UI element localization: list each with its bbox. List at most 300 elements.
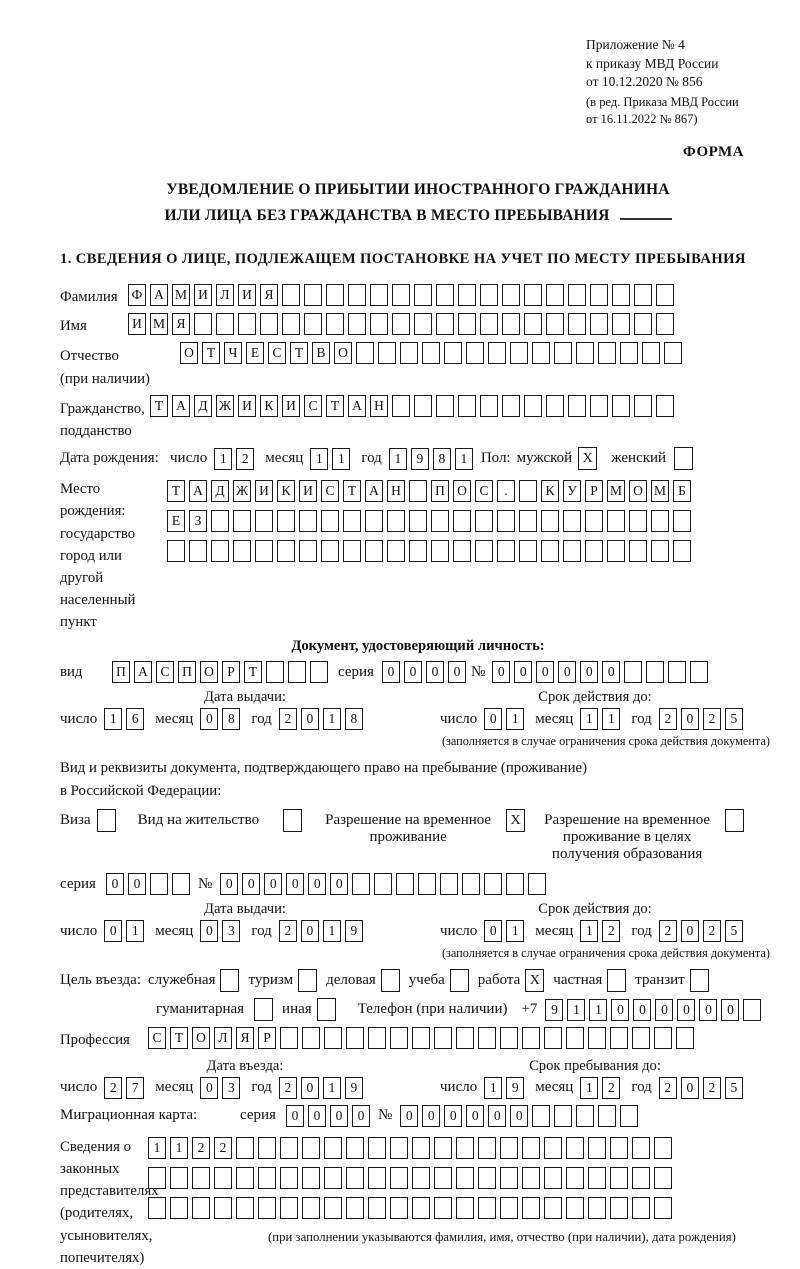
char-cell[interactable]: 0 xyxy=(330,1105,348,1127)
char-cell[interactable] xyxy=(299,540,317,562)
char-cell[interactable]: 0 xyxy=(633,999,651,1021)
char-cell[interactable]: 0 xyxy=(104,920,122,942)
char-cell[interactable]: 9 xyxy=(545,999,563,1021)
char-cell[interactable]: 9 xyxy=(506,1077,524,1099)
char-cell[interactable] xyxy=(170,1197,188,1219)
char-cell[interactable] xyxy=(585,510,603,532)
char-cell[interactable] xyxy=(456,1167,474,1189)
char-cell[interactable]: 0 xyxy=(426,661,444,683)
char-cell[interactable]: О xyxy=(200,661,218,683)
char-cell[interactable]: 5 xyxy=(725,920,743,942)
char-cell[interactable]: 0 xyxy=(264,873,282,895)
visa-checkbox[interactable] xyxy=(97,809,116,832)
char-cell[interactable]: С xyxy=(148,1027,166,1049)
char-cell[interactable] xyxy=(590,313,608,335)
char-cell[interactable] xyxy=(409,540,427,562)
char-cell[interactable]: 0 xyxy=(242,873,260,895)
char-cell[interactable] xyxy=(522,1137,540,1159)
char-cell[interactable] xyxy=(456,1197,474,1219)
char-cell[interactable]: 1 xyxy=(323,708,341,730)
char-cell[interactable] xyxy=(656,313,674,335)
char-cell[interactable] xyxy=(532,342,550,364)
char-cell[interactable]: У xyxy=(563,480,581,502)
char-cell[interactable] xyxy=(478,1027,496,1049)
char-cell[interactable]: 0 xyxy=(699,999,717,1021)
char-cell[interactable]: 0 xyxy=(128,873,146,895)
char-cell[interactable]: О xyxy=(192,1027,210,1049)
char-cell[interactable]: В xyxy=(312,342,330,364)
char-cell[interactable] xyxy=(488,342,506,364)
char-cell[interactable]: Е xyxy=(246,342,264,364)
char-cell[interactable] xyxy=(541,510,559,532)
char-cell[interactable] xyxy=(478,1167,496,1189)
char-cell[interactable]: С xyxy=(268,342,286,364)
char-cell[interactable]: Д xyxy=(194,395,212,417)
char-cell[interactable]: 1 xyxy=(567,999,585,1021)
char-cell[interactable]: 0 xyxy=(466,1105,484,1127)
char-cell[interactable]: 0 xyxy=(286,873,304,895)
char-cell[interactable]: 1 xyxy=(323,920,341,942)
char-cell[interactable] xyxy=(258,1197,276,1219)
char-cell[interactable] xyxy=(189,540,207,562)
char-cell[interactable] xyxy=(280,1197,298,1219)
char-cell[interactable]: С xyxy=(321,480,339,502)
char-cell[interactable] xyxy=(541,540,559,562)
char-cell[interactable] xyxy=(500,1167,518,1189)
char-cell[interactable] xyxy=(233,510,251,532)
char-cell[interactable] xyxy=(374,873,392,895)
char-cell[interactable]: 0 xyxy=(484,708,502,730)
char-cell[interactable] xyxy=(150,873,168,895)
char-cell[interactable]: Т xyxy=(150,395,168,417)
char-cell[interactable] xyxy=(211,540,229,562)
char-cell[interactable] xyxy=(277,540,295,562)
char-cell[interactable] xyxy=(532,1105,550,1127)
char-cell[interactable]: 1 xyxy=(506,708,524,730)
char-cell[interactable] xyxy=(610,1197,628,1219)
char-cell[interactable] xyxy=(598,1105,616,1127)
char-cell[interactable]: 0 xyxy=(200,1077,218,1099)
char-cell[interactable] xyxy=(563,510,581,532)
char-cell[interactable]: 0 xyxy=(286,1105,304,1127)
char-cell[interactable]: 0 xyxy=(308,1105,326,1127)
char-cell[interactable] xyxy=(462,873,480,895)
char-cell[interactable] xyxy=(434,1167,452,1189)
char-cell[interactable] xyxy=(632,1027,650,1049)
char-cell[interactable] xyxy=(480,284,498,306)
char-cell[interactable] xyxy=(502,284,520,306)
char-cell[interactable]: 2 xyxy=(279,920,297,942)
char-cell[interactable]: 1 xyxy=(580,920,598,942)
char-cell[interactable] xyxy=(282,313,300,335)
temp-residence-education-checkbox[interactable] xyxy=(725,809,744,832)
char-cell[interactable] xyxy=(343,540,361,562)
char-cell[interactable]: Т xyxy=(343,480,361,502)
char-cell[interactable] xyxy=(280,1137,298,1159)
char-cell[interactable] xyxy=(412,1167,430,1189)
char-cell[interactable] xyxy=(646,661,664,683)
char-cell[interactable]: 0 xyxy=(681,1077,699,1099)
char-cell[interactable] xyxy=(170,1167,188,1189)
temp-residence-checkbox[interactable]: X xyxy=(506,809,525,832)
char-cell[interactable] xyxy=(412,1027,430,1049)
char-cell[interactable] xyxy=(528,873,546,895)
char-cell[interactable] xyxy=(324,1167,342,1189)
char-cell[interactable] xyxy=(654,1197,672,1219)
char-cell[interactable] xyxy=(167,540,185,562)
char-cell[interactable] xyxy=(233,540,251,562)
char-cell[interactable]: А xyxy=(150,284,168,306)
char-cell[interactable]: 0 xyxy=(400,1105,418,1127)
char-cell[interactable] xyxy=(236,1137,254,1159)
char-cell[interactable] xyxy=(346,1167,364,1189)
char-cell[interactable] xyxy=(497,540,515,562)
char-cell[interactable] xyxy=(466,342,484,364)
char-cell[interactable]: 9 xyxy=(345,920,363,942)
purpose-other-checkbox[interactable] xyxy=(317,998,336,1021)
char-cell[interactable]: И xyxy=(194,284,212,306)
char-cell[interactable] xyxy=(502,313,520,335)
char-cell[interactable]: С xyxy=(304,395,322,417)
char-cell[interactable] xyxy=(400,342,418,364)
char-cell[interactable]: Ж xyxy=(216,395,234,417)
purpose-transit-checkbox[interactable] xyxy=(690,969,709,992)
char-cell[interactable]: 1 xyxy=(455,448,473,470)
char-cell[interactable]: 0 xyxy=(106,873,124,895)
char-cell[interactable]: К xyxy=(277,480,295,502)
char-cell[interactable] xyxy=(588,1027,606,1049)
char-cell[interactable] xyxy=(654,1167,672,1189)
char-cell[interactable]: Д xyxy=(211,480,229,502)
char-cell[interactable] xyxy=(585,540,603,562)
char-cell[interactable] xyxy=(642,342,660,364)
char-cell[interactable] xyxy=(172,873,190,895)
char-cell[interactable]: 9 xyxy=(411,448,429,470)
purpose-work-checkbox[interactable]: X xyxy=(525,969,544,992)
char-cell[interactable] xyxy=(590,284,608,306)
char-cell[interactable] xyxy=(299,510,317,532)
char-cell[interactable] xyxy=(524,313,542,335)
char-cell[interactable]: 1 xyxy=(323,1077,341,1099)
char-cell[interactable]: Р xyxy=(585,480,603,502)
char-cell[interactable]: И xyxy=(128,313,146,335)
char-cell[interactable] xyxy=(409,480,427,502)
char-cell[interactable] xyxy=(387,540,405,562)
char-cell[interactable]: И xyxy=(255,480,273,502)
char-cell[interactable] xyxy=(500,1137,518,1159)
char-cell[interactable] xyxy=(414,313,432,335)
char-cell[interactable] xyxy=(346,1137,364,1159)
char-cell[interactable]: 3 xyxy=(222,920,240,942)
char-cell[interactable] xyxy=(610,1027,628,1049)
char-cell[interactable]: О xyxy=(453,480,471,502)
char-cell[interactable]: А xyxy=(134,661,152,683)
char-cell[interactable]: 0 xyxy=(382,661,400,683)
char-cell[interactable]: Т xyxy=(170,1027,188,1049)
sex-male-checkbox[interactable]: X xyxy=(578,447,597,470)
char-cell[interactable]: 0 xyxy=(444,1105,462,1127)
char-cell[interactable] xyxy=(458,313,476,335)
char-cell[interactable]: 1 xyxy=(589,999,607,1021)
char-cell[interactable] xyxy=(654,1137,672,1159)
char-cell[interactable] xyxy=(656,284,674,306)
char-cell[interactable]: 0 xyxy=(677,999,695,1021)
char-cell[interactable] xyxy=(651,510,669,532)
char-cell[interactable] xyxy=(480,313,498,335)
char-cell[interactable] xyxy=(612,313,630,335)
char-cell[interactable]: Н xyxy=(370,395,388,417)
char-cell[interactable]: 2 xyxy=(703,708,721,730)
char-cell[interactable] xyxy=(431,510,449,532)
char-cell[interactable] xyxy=(414,395,432,417)
char-cell[interactable] xyxy=(352,873,370,895)
char-cell[interactable] xyxy=(258,1167,276,1189)
char-cell[interactable] xyxy=(392,313,410,335)
char-cell[interactable]: 8 xyxy=(433,448,451,470)
char-cell[interactable] xyxy=(522,1027,540,1049)
char-cell[interactable] xyxy=(365,540,383,562)
char-cell[interactable] xyxy=(453,540,471,562)
char-cell[interactable] xyxy=(566,1137,584,1159)
char-cell[interactable]: 1 xyxy=(170,1137,188,1159)
char-cell[interactable]: Е xyxy=(167,510,185,532)
sex-female-checkbox[interactable] xyxy=(674,447,693,470)
char-cell[interactable] xyxy=(326,284,344,306)
char-cell[interactable] xyxy=(563,540,581,562)
char-cell[interactable]: Ф xyxy=(128,284,146,306)
char-cell[interactable]: 1 xyxy=(580,708,598,730)
char-cell[interactable] xyxy=(414,284,432,306)
char-cell[interactable] xyxy=(620,1105,638,1127)
char-cell[interactable]: 2 xyxy=(192,1137,210,1159)
char-cell[interactable] xyxy=(304,284,322,306)
char-cell[interactable]: Т xyxy=(244,661,262,683)
char-cell[interactable] xyxy=(634,284,652,306)
char-cell[interactable] xyxy=(214,1167,232,1189)
char-cell[interactable]: 0 xyxy=(721,999,739,1021)
char-cell[interactable] xyxy=(576,1105,594,1127)
char-cell[interactable] xyxy=(280,1167,298,1189)
char-cell[interactable] xyxy=(478,1137,496,1159)
char-cell[interactable]: 2 xyxy=(659,1077,677,1099)
char-cell[interactable] xyxy=(321,510,339,532)
char-cell[interactable] xyxy=(598,342,616,364)
char-cell[interactable] xyxy=(629,510,647,532)
char-cell[interactable] xyxy=(506,873,524,895)
char-cell[interactable]: С xyxy=(475,480,493,502)
char-cell[interactable] xyxy=(478,1197,496,1219)
char-cell[interactable] xyxy=(236,1167,254,1189)
char-cell[interactable] xyxy=(522,1197,540,1219)
char-cell[interactable] xyxy=(610,1167,628,1189)
char-cell[interactable] xyxy=(588,1197,606,1219)
char-cell[interactable] xyxy=(440,873,458,895)
purpose-tourism-checkbox[interactable] xyxy=(298,969,317,992)
char-cell[interactable]: И xyxy=(299,480,317,502)
char-cell[interactable]: 2 xyxy=(279,1077,297,1099)
char-cell[interactable] xyxy=(356,342,374,364)
char-cell[interactable] xyxy=(277,510,295,532)
char-cell[interactable] xyxy=(612,284,630,306)
char-cell[interactable]: 8 xyxy=(222,708,240,730)
char-cell[interactable] xyxy=(431,540,449,562)
char-cell[interactable]: 2 xyxy=(214,1137,232,1159)
char-cell[interactable] xyxy=(418,873,436,895)
char-cell[interactable] xyxy=(255,540,273,562)
char-cell[interactable] xyxy=(392,395,410,417)
char-cell[interactable] xyxy=(436,313,454,335)
char-cell[interactable] xyxy=(497,510,515,532)
char-cell[interactable] xyxy=(690,661,708,683)
char-cell[interactable] xyxy=(624,661,642,683)
char-cell[interactable]: 0 xyxy=(602,661,620,683)
char-cell[interactable]: 0 xyxy=(536,661,554,683)
char-cell[interactable] xyxy=(544,1167,562,1189)
char-cell[interactable]: 0 xyxy=(200,708,218,730)
char-cell[interactable]: Т xyxy=(290,342,308,364)
char-cell[interactable] xyxy=(412,1197,430,1219)
char-cell[interactable]: Т xyxy=(167,480,185,502)
char-cell[interactable]: М xyxy=(172,284,190,306)
char-cell[interactable]: 0 xyxy=(514,661,532,683)
char-cell[interactable]: 6 xyxy=(126,708,144,730)
char-cell[interactable] xyxy=(546,395,564,417)
char-cell[interactable]: Я xyxy=(260,284,278,306)
char-cell[interactable] xyxy=(743,999,761,1021)
char-cell[interactable] xyxy=(370,313,388,335)
char-cell[interactable]: 0 xyxy=(220,873,238,895)
char-cell[interactable] xyxy=(370,284,388,306)
char-cell[interactable] xyxy=(673,510,691,532)
char-cell[interactable] xyxy=(192,1197,210,1219)
char-cell[interactable]: 0 xyxy=(448,661,466,683)
char-cell[interactable] xyxy=(348,313,366,335)
char-cell[interactable] xyxy=(390,1027,408,1049)
char-cell[interactable] xyxy=(458,284,476,306)
char-cell[interactable]: 2 xyxy=(703,1077,721,1099)
char-cell[interactable] xyxy=(522,1167,540,1189)
char-cell[interactable] xyxy=(629,540,647,562)
char-cell[interactable]: 0 xyxy=(301,1077,319,1099)
char-cell[interactable] xyxy=(148,1167,166,1189)
char-cell[interactable]: П xyxy=(178,661,196,683)
char-cell[interactable] xyxy=(544,1027,562,1049)
char-cell[interactable] xyxy=(368,1197,386,1219)
char-cell[interactable] xyxy=(302,1167,320,1189)
char-cell[interactable]: 0 xyxy=(492,661,510,683)
char-cell[interactable] xyxy=(524,284,542,306)
char-cell[interactable]: И xyxy=(282,395,300,417)
char-cell[interactable] xyxy=(510,342,528,364)
char-cell[interactable] xyxy=(302,1197,320,1219)
purpose-commercial-checkbox[interactable] xyxy=(381,969,400,992)
char-cell[interactable]: 1 xyxy=(310,448,328,470)
char-cell[interactable] xyxy=(634,313,652,335)
char-cell[interactable]: А xyxy=(189,480,207,502)
char-cell[interactable] xyxy=(343,510,361,532)
char-cell[interactable]: И xyxy=(238,284,256,306)
char-cell[interactable]: 0 xyxy=(580,661,598,683)
char-cell[interactable]: О xyxy=(629,480,647,502)
char-cell[interactable]: К xyxy=(541,480,559,502)
char-cell[interactable] xyxy=(456,1137,474,1159)
char-cell[interactable] xyxy=(519,510,537,532)
char-cell[interactable] xyxy=(216,313,234,335)
char-cell[interactable]: 0 xyxy=(558,661,576,683)
char-cell[interactable] xyxy=(346,1197,364,1219)
char-cell[interactable] xyxy=(519,480,537,502)
char-cell[interactable]: Я xyxy=(172,313,190,335)
char-cell[interactable] xyxy=(368,1027,386,1049)
residence-permit-checkbox[interactable] xyxy=(283,809,302,832)
char-cell[interactable] xyxy=(378,342,396,364)
char-cell[interactable] xyxy=(148,1197,166,1219)
char-cell[interactable] xyxy=(434,1027,452,1049)
char-cell[interactable]: Б xyxy=(673,480,691,502)
purpose-business-checkbox[interactable] xyxy=(220,969,239,992)
char-cell[interactable]: Л xyxy=(216,284,234,306)
char-cell[interactable]: 5 xyxy=(725,708,743,730)
char-cell[interactable] xyxy=(409,510,427,532)
char-cell[interactable]: 0 xyxy=(301,708,319,730)
char-cell[interactable]: 0 xyxy=(681,708,699,730)
char-cell[interactable] xyxy=(326,313,344,335)
char-cell[interactable] xyxy=(194,313,212,335)
char-cell[interactable]: 1 xyxy=(332,448,350,470)
char-cell[interactable] xyxy=(321,540,339,562)
char-cell[interactable] xyxy=(368,1167,386,1189)
char-cell[interactable] xyxy=(214,1197,232,1219)
char-cell[interactable] xyxy=(236,1197,254,1219)
char-cell[interactable]: 2 xyxy=(279,708,297,730)
char-cell[interactable]: А xyxy=(365,480,383,502)
char-cell[interactable] xyxy=(302,1137,320,1159)
char-cell[interactable] xyxy=(554,1105,572,1127)
char-cell[interactable] xyxy=(500,1027,518,1049)
char-cell[interactable] xyxy=(546,313,564,335)
char-cell[interactable]: 1 xyxy=(214,448,232,470)
char-cell[interactable] xyxy=(266,661,284,683)
char-cell[interactable]: 1 xyxy=(104,708,122,730)
char-cell[interactable]: Т xyxy=(202,342,220,364)
char-cell[interactable] xyxy=(282,284,300,306)
char-cell[interactable]: 2 xyxy=(703,920,721,942)
char-cell[interactable]: 2 xyxy=(659,708,677,730)
char-cell[interactable] xyxy=(651,540,669,562)
char-cell[interactable]: 1 xyxy=(580,1077,598,1099)
char-cell[interactable]: О xyxy=(334,342,352,364)
char-cell[interactable] xyxy=(288,661,306,683)
char-cell[interactable]: Я xyxy=(236,1027,254,1049)
char-cell[interactable] xyxy=(324,1027,342,1049)
char-cell[interactable]: Л xyxy=(214,1027,232,1049)
char-cell[interactable] xyxy=(324,1197,342,1219)
char-cell[interactable] xyxy=(348,284,366,306)
char-cell[interactable]: 7 xyxy=(126,1077,144,1099)
char-cell[interactable]: 2 xyxy=(602,920,620,942)
char-cell[interactable]: 1 xyxy=(602,708,620,730)
char-cell[interactable]: Р xyxy=(258,1027,276,1049)
char-cell[interactable] xyxy=(444,342,462,364)
char-cell[interactable] xyxy=(346,1027,364,1049)
char-cell[interactable]: М xyxy=(607,480,625,502)
char-cell[interactable] xyxy=(546,284,564,306)
char-cell[interactable] xyxy=(634,395,652,417)
char-cell[interactable] xyxy=(390,1167,408,1189)
char-cell[interactable]: 0 xyxy=(422,1105,440,1127)
char-cell[interactable] xyxy=(568,284,586,306)
char-cell[interactable] xyxy=(422,342,440,364)
